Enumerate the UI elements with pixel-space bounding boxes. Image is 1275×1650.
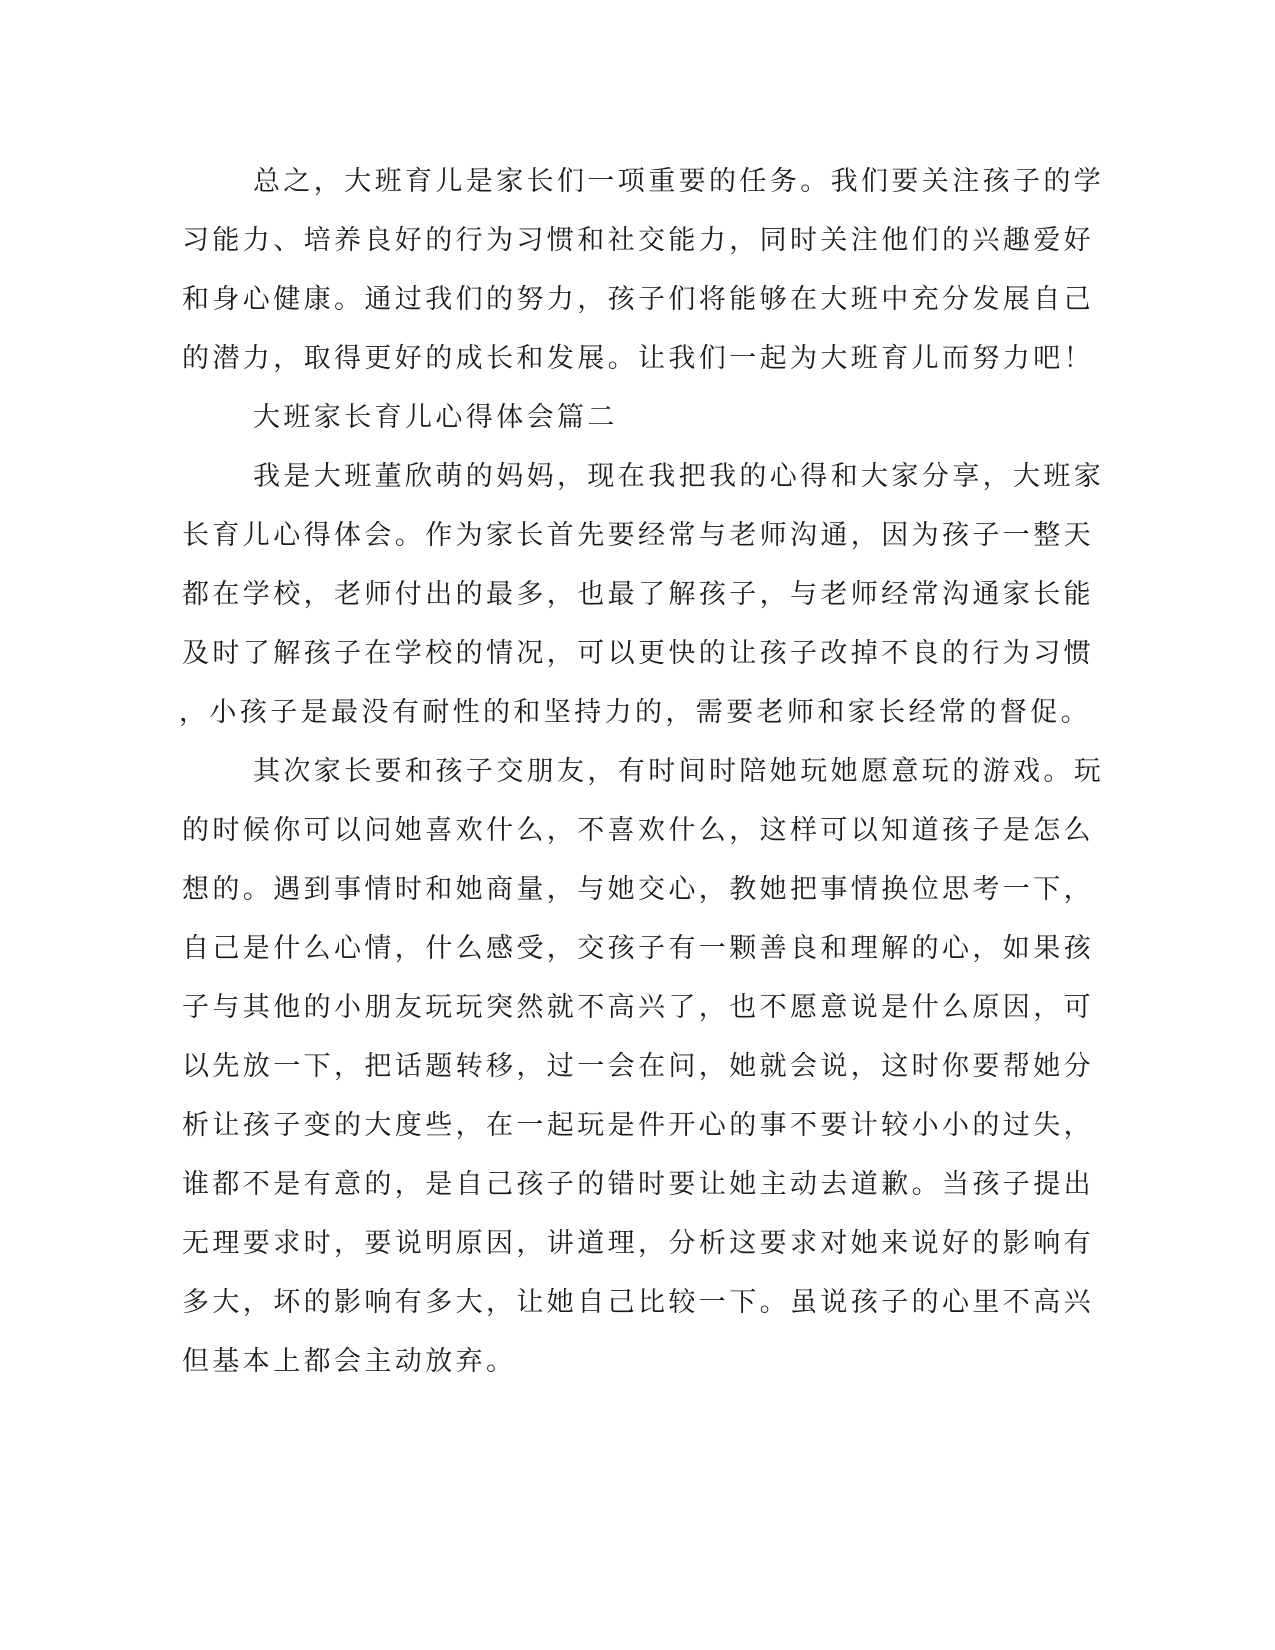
paragraph-1-line [0, 339, 1275, 379]
paragraph-3-line [0, 1047, 1275, 1087]
paragraph-text: 想的。遇到事情时和她商量，与她交心，教她把事情换位思考一下， [182, 874, 1094, 905]
paragraph-text: 及时了解孩子在学校的情况，可以更快的让孩子改掉不良的行为习惯 [182, 638, 1094, 669]
paragraph-text: 其次家长要和孩子交朋友，有时间时陪她玩她愿意玩的游戏。玩 [253, 756, 1105, 787]
paragraph-3-line [0, 752, 1275, 792]
paragraph-3-line [0, 1342, 1275, 1382]
paragraph-2-line [0, 634, 1275, 674]
paragraph-1-line [0, 280, 1275, 320]
paragraph-text: 析让孩子变的大度些，在一起玩是件开心的事不要计较小小的过失， [182, 1110, 1094, 1141]
paragraph-text: 子与其他的小朋友玩玩突然就不高兴了，也不愿意说是什么原因，可 [182, 992, 1094, 1023]
paragraph-text: 但基本上都会主动放弃。 [182, 1346, 517, 1377]
paragraph-2-line [0, 457, 1275, 497]
paragraph-text: 长育儿心得体会。作为家长首先要经常与老师沟通，因为孩子一整天 [182, 520, 1094, 551]
paragraph-text: 谁都不是有意的，是自己孩子的错时要让她主动去道歉。当孩子提出 [182, 1169, 1094, 1200]
section-title-line [0, 398, 1275, 438]
paragraph-text: 以先放一下，把话题转移，过一会在问，她就会说，这时你要帮她分 [182, 1051, 1094, 1082]
paragraph-3-line [0, 811, 1275, 851]
section-title: 大班家长育儿心得体会篇二 [253, 402, 618, 433]
paragraph-text: 都在学校，老师付出的最多，也最了解孩子，与老师经常沟通家长能 [182, 579, 1094, 610]
paragraph-3-line [0, 870, 1275, 910]
paragraph-3-line [0, 1165, 1275, 1205]
paragraph-3-line [0, 1224, 1275, 1264]
paragraph-3-line [0, 988, 1275, 1028]
paragraph-text: 自己是什么心情，什么感受，交孩子有一颗善良和理解的心，如果孩 [182, 933, 1094, 964]
paragraph-1-line [0, 162, 1275, 202]
paragraph-2-line [0, 693, 1275, 733]
paragraph-3-line [0, 1283, 1275, 1323]
paragraph-text: 多大，坏的影响有多大，让她自己比较一下。虽说孩子的心里不高兴 [182, 1287, 1094, 1318]
paragraph-text: 我是大班董欣萌的妈妈，现在我把我的心得和大家分享，大班家 [253, 461, 1105, 492]
paragraph-text: 和身心健康。通过我们的努力，孩子们将能够在大班中充分发展自己 [182, 284, 1094, 315]
paragraph-1-line [0, 221, 1275, 261]
paragraph-text: 的潜力，取得更好的成长和发展。让我们一起为大班育儿而努力吧！ [182, 343, 1094, 374]
paragraph-2-line [0, 516, 1275, 556]
paragraph-text: ，小孩子是最没有耐性的和坚持力的，需要老师和家长经常的督促。 [179, 697, 1091, 728]
paragraph-text: 无理要求时，要说明原因，讲道理，分析这要求对她来说好的影响有 [182, 1228, 1094, 1259]
paragraph-3-line [0, 1106, 1275, 1146]
paragraph-text: 总之，大班育儿是家长们一项重要的任务。我们要关注孩子的学 [253, 166, 1105, 197]
paragraph-text: 的时候你可以问她喜欢什么，不喜欢什么，这样可以知道孩子是怎么 [182, 815, 1094, 846]
paragraph-3-line [0, 929, 1275, 969]
paragraph-text: 习能力、培养良好的行为习惯和社交能力，同时关注他们的兴趣爱好 [182, 225, 1094, 256]
paragraph-2-line [0, 575, 1275, 615]
